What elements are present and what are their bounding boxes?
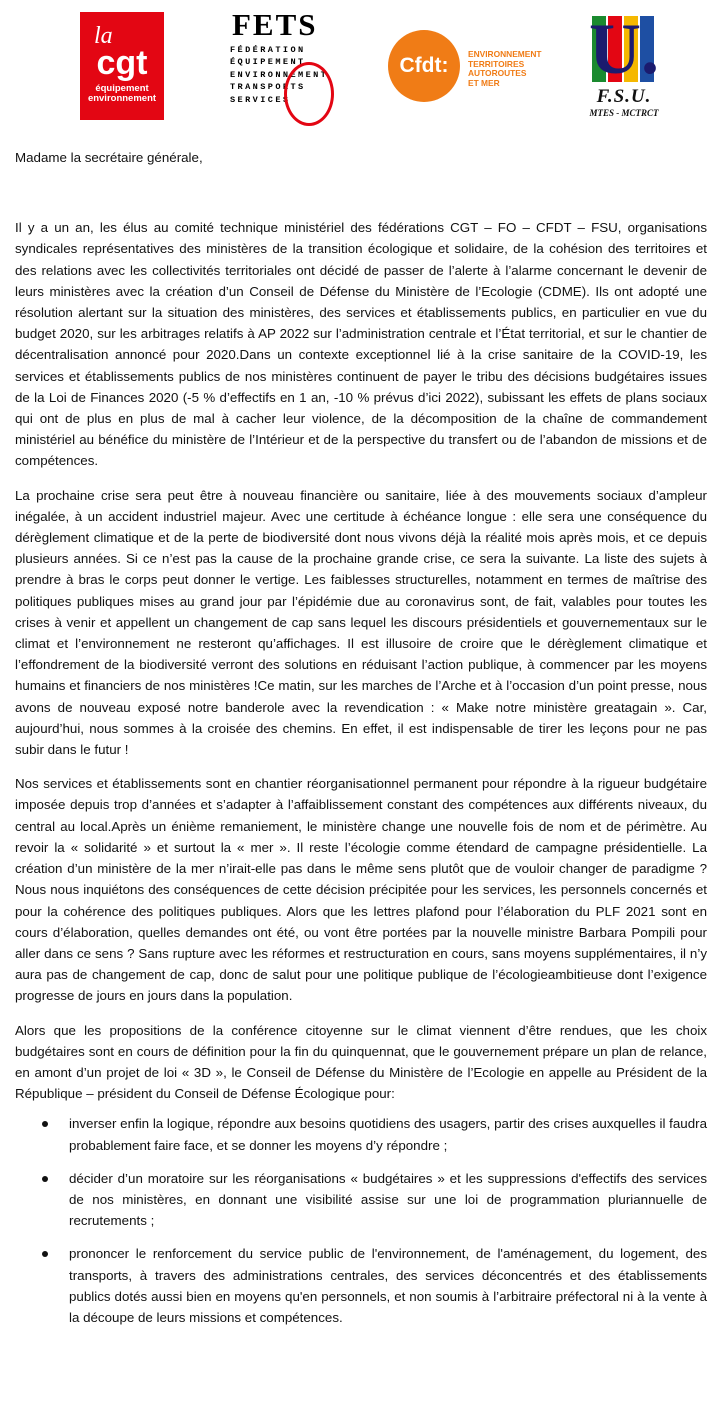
fets-logo-line: ENVIRONNEMENT bbox=[230, 69, 329, 80]
cfdt-logo-line: ET MER bbox=[468, 77, 500, 88]
cgt-logo-subtitle bbox=[80, 84, 164, 104]
bullet-icon bbox=[42, 1251, 48, 1257]
cgt-logo-sub-line: environnement bbox=[87, 93, 157, 104]
list-item bbox=[15, 1243, 707, 1328]
fets-logo bbox=[230, 7, 334, 128]
fets-logo-line: FÉDÉRATION bbox=[230, 45, 306, 55]
cgt-logo-la: la bbox=[94, 23, 113, 49]
cfdt-logo-line: TERRITOIRES bbox=[468, 58, 525, 69]
paragraph: Nos services et établissements sont en chantier réorganisationnel permanent pour répondre à la rigueur budgétaire imposée depuis trop d’années et s’adapter à l’affaiblissement constant des compétences aux différents niveaux, du central au local.Après un énième remaniement, le ministère change une nouvelle fois de nom et de périmètre. Au revoir la « solidarité » et surtout la « mer ». Il reste l’écologie comme étendard de campagne présidentielle. La création d’un ministère de la mer n’irait-elle pas dans le même sens plutôt que de vouloir changer de paradigme ? Nous nous inquiétons des conséquences de cette décision précipitée pour les services, les personnels concernés et pour la cohérence des politiques publiques. Alors que les lettres plafond pour l’élaboration du PLF 2021 sont en cours d’élaboration, quelles demandes ont été, ou vont être portées par la nouvelle ministre Barbara Pompili pour aller dans ce sens ? Sans rupture avec les réformes et restructuration en cours, sans moyens supplémentaires, il n’y aura pas de changement de cap, donc de salut pour une politique publique de l’écologieambitieuse dont l’exigence progresse de jours en jours dans la population. bbox=[15, 776, 707, 1004]
fsu-logo-emblem bbox=[586, 9, 662, 89]
fsu-logo-subtitle: MTES - MCTRCT bbox=[589, 108, 659, 118]
salutation: Madame la secrétaire générale, bbox=[15, 150, 203, 165]
fets-logo-title: FETS bbox=[232, 7, 318, 42]
fets-logo-line: TRANSPORTS bbox=[230, 82, 306, 93]
cfdt-logo-text bbox=[468, 50, 542, 88]
cfdt-logo-line: ENVIRONNEMENT bbox=[468, 49, 542, 59]
fsu-logo-name: F.S.U. bbox=[596, 86, 652, 107]
list-item bbox=[15, 1113, 707, 1155]
paragraph: Il y a un an, les élus au comité technique ministériel des fédérations CGT – FO – CFDT – FSU, organisations syndicales représentatives des ministères de la transition écologique et solidaire, de la cohésion des territoires et des relations avec les collectivités territoriales ont décidé de passer de l’alerte à l’alarme concernant le devenir de leurs ministères avec la création d’un Conseil de Défense du Ministère de l’Ecologie (CDME). Ils ont adopté une résolution alertant sur la situation des ministères, des services et établissements publics, en particulier en vue du budget 2020, sur les arbitrages relatifs à AP 2022 sur l’administration centrale et l’État territorial, et sur le chantier de décentralisation annoncé pour 2020.Dans un contexte exceptionnel lié à la crise sanitaire de la COVID-19, les services et établissements publics de nos ministères continuent de payer le tribu des décisions budgétaires issues de la Loi de Finances 2020 (-5 % d’effectifs en 1 an, -10 % prévus d’ici 2022), subissant les effets de plans sociaux qui ont de plus en plus de mal à cacher leur violence, de la décomposition de la chaîne de commandement ministériel au bénéfice du ministère de l’Intérieur et de la perspective du transfert ou de l’abandon de missions et de compétences. bbox=[15, 220, 707, 469]
fets-logo-line: ÉQUIPEMENT bbox=[230, 57, 306, 68]
fsu-logo-letter: U. bbox=[589, 9, 659, 89]
cfdt-logo-line: AUTOROUTES bbox=[468, 68, 527, 79]
bullet-icon bbox=[42, 1176, 48, 1182]
cgt-logo-sub-line: équipement bbox=[95, 83, 149, 94]
fets-red-circle-icon bbox=[284, 62, 334, 126]
cgt-logo bbox=[80, 12, 164, 120]
logo-header bbox=[0, 0, 720, 138]
fets-logo-line: SERVICES bbox=[230, 94, 291, 105]
paragraph: Alors que les propositions de la conférence citoyenne sur le climat viennent d’être rendues, que les choix budgétaires sont en cours de définition pour la fin du quinquennat, que le gouvernement prépare un plan de relance, en amont d’un projet de loi « 3D », le Conseil de Défense du Ministère de l’Ecologie en appelle au Président de la République – président du Conseil de Défense Écologique pour: bbox=[15, 1022, 707, 1102]
cgt-logo-wordmark: cgt bbox=[96, 44, 148, 82]
paragraph: La prochaine crise sera peut être à nouveau financière ou sanitaire, liée à des mouvements sociaux d’ampleur inégalée, à un accident industriel majeur. Avec une certitude à échéance longue : elle sera une conséquence du dérèglement climatique et de la perte de biodiversité dont nous vivons déjà la réalité mois après mois, et ce depuis plusieurs années. Si ce n’est pas la cause de la prochaine grande crise, ce sera la suivante. La liste des sujets à prendre à bras le corps peut donner le vertige. Les faiblesses structurelles, notamment en termes de maîtrise des politiques publiques mises au grand jour par l’épidémie due au coronavirus sont, de fait, valables pour toutes les crises à venir et appellent un changement de cap sans lequel les discours présidentiels et gouvernementaux sur le climat et l’environnement ne resteront qu’affichages. Il est illusoire de croire que le dérèglement climatique et l’effondrement de la biodiversité verront des solutions en réduisant l’action publique, à commencer par les moyens humains et financiers de nos ministères !Ce matin, sur les marches de l’Arche et à l’occasion d’un point presse, nous avons de nouveau exposé notre banderole avec la revendication : « Make notre ministère greatagain ». Car, aujourd’hui, nous sommes à la croisée des chemins. En effet, il est indispensable de tirer les leçons pour ne pas subir dans le futur ! bbox=[15, 487, 707, 758]
cfdt-logo-badge: Cfdt: bbox=[388, 30, 460, 102]
list-item-text: décider d’un moratoire sur les réorganisations « budgétaires » et les suppressions d'effectifs des services de nos ministères, en donnant une visibilité assise sur une loi de programmation pluriannuelle de recrutements ; bbox=[69, 1170, 707, 1229]
list-item-text: prononcer le renforcement du service public de l'environnement, de l'aménagement, du logement, des transports, à travers des administrations centrales, des services déconcentrés et des établissements publics dotés aussi bien en moyens qu'en personnels, et non soumis à l’arbitraire préfectoral ni à la vente à la découpe de leurs missions et compétences. bbox=[69, 1246, 707, 1325]
letter-body bbox=[15, 147, 707, 1340]
fsu-logo bbox=[578, 9, 670, 124]
demands-list bbox=[15, 1113, 707, 1328]
bullet-icon bbox=[42, 1121, 48, 1127]
list-item-text: inverser enfin la logique, répondre aux besoins quotidiens des usagers, partir des crises auxquelles il faudra probablement faire face, et se donner les moyens d’y répondre ; bbox=[69, 1116, 707, 1153]
list-item bbox=[15, 1168, 707, 1232]
cfdt-logo bbox=[388, 30, 548, 106]
